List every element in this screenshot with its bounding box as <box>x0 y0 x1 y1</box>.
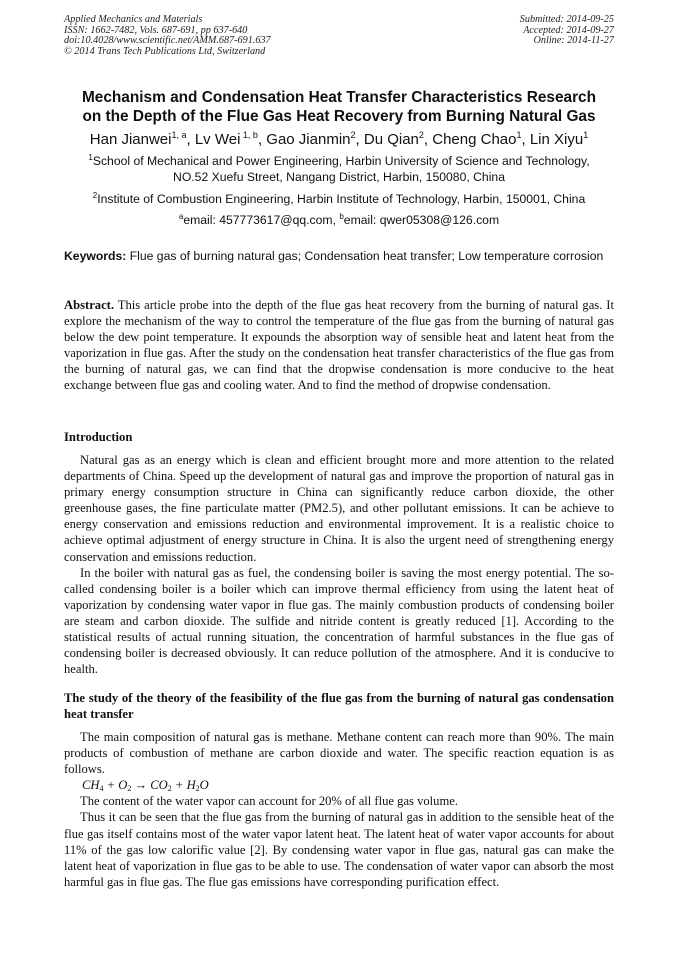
author-separator: , <box>355 131 364 148</box>
journal-header-right <box>520 15 614 47</box>
author-affil-mark: 1 <box>516 130 522 140</box>
email-mark: b <box>339 212 344 221</box>
author-affil-mark: 2 <box>350 130 356 140</box>
author-name: Cheng Chao <box>432 131 517 148</box>
accepted-date: Accepted: 2014-09-27 <box>523 24 614 36</box>
affiliation-1 <box>40 153 638 186</box>
paragraph: In the boiler with natural gas as fuel, the condensing boiler is saving the most energy potential. The so-called condensing boiler is a boiler which can improve thermal efficiency from using the latent heat of vaporization by condensing water vapor in flue gas. The mainly combustion products of condensing boiler are steam and carbon dioxide. The sulfide and nitride content is greatly reduced [1]. According to the statistical results of actual running situation, the concentration of harmful substances in the flue gas of condensing boiler is decreased obviously. It can reduce pollution of the atmosphere. And it is conducive to health. <box>64 565 614 677</box>
journal-header-left <box>64 15 271 57</box>
section-heading-feasibility: The study of the theory of the feasibility of the flue gas from the burning of natural gas condensation heat transfer <box>64 691 614 722</box>
affiliation-mark: 2 <box>92 191 98 200</box>
online-date: Online: 2014-11-27 <box>533 35 614 47</box>
author-affil-mark: 1, a <box>171 130 187 140</box>
submitted-date: Submitted: 2014-09-25 <box>519 14 614 25</box>
paragraph: Thus it can be seen that the flue gas from the burning of natural gas in addition to the sensible heat of the flue gas itself contains most of the water vapor latent heat. The latent heat of water vapor accounts for about 11% of the gas low calorific value [2]. By condensing water vapor in flue gas, natural gas can make the latent heat of vaporization in flue gas to be able to use. The condensation of water vapor can absorb the most harmful gas in flue gas. The flue gas emissions have corresponding purification effect. <box>64 810 614 889</box>
title-line-1: Mechanism and Condensation Heat Transfer Characteristics Research <box>81 89 597 106</box>
author-list <box>40 131 638 149</box>
abstract-text: This article probe into the depth of the flue gas heat recovery from the burning of natural gas. It explore the mechanism of the way to control the temperature of the flue gas from the burning of natural gas below the dew point temperature. It expounds the absorption way of sensible heat and latent heat from the vaporization in flue gas. After the study on the condensation heat transfer characteristics of the flue gas from the burning of natural gas, we can find that the dropwise condensation is more conducive to the heat exchange between flue gas and cooling water. And to find the method of dropwise condensation. <box>64 298 614 393</box>
email-line <box>40 212 638 228</box>
section2-body <box>64 729 614 890</box>
abstract-label: Abstract. <box>64 298 115 312</box>
email-b[interactable]: email: qwer05308@126.com <box>343 213 500 227</box>
eq-subscript: 2 <box>195 784 200 794</box>
affiliation-mark: 1 <box>88 153 93 162</box>
eq-term: CH <box>82 778 100 793</box>
keywords-text: Flue gas of burning natural gas; Condensation heat transfer; Low temperature corrosion <box>126 249 604 263</box>
eq-subscript: 2 <box>127 784 132 794</box>
affiliation-2 <box>40 191 638 207</box>
reaction-equation <box>64 777 614 793</box>
eq-subscript: 4 <box>99 784 104 794</box>
eq-term: + O <box>103 778 128 793</box>
copyright-line: © 2014 Trans Tech Publications Ltd, Switzerland <box>64 45 266 57</box>
section-heading-introduction: Introduction <box>64 430 133 444</box>
email-mark: a <box>178 212 184 221</box>
author-separator: , <box>521 131 530 148</box>
paragraph: Natural gas as an energy which is clean and efficient brought more and more attention to the related departments of China. Speed up the development of natural gas and improve the proportion of natural gas in primary energy consumption structure in China can significantly reduce carbon dioxide, the other greenhouse gases, the fine particulate matter (PM2.5), and other pollutant emissions. It can be achieve to energy conservation and emissions reduction and environmental improvement. It is a realistic choice to achieve optimal adjustment of energy structure in China. It is also the urgent need of strengthening energy conservation and emissions reduction. <box>64 453 614 564</box>
keywords <box>64 249 614 264</box>
email-a[interactable]: email: 457773617@qq.com, <box>183 213 340 227</box>
paragraph: The main composition of natural gas is methane. Methane content can reach more than 90%. The main products of combustion of methane are carbon dioxide and water. The specific reaction equation is as follows. <box>64 730 614 777</box>
eq-term: → CO <box>131 778 168 793</box>
author-affil-mark: 1 <box>583 130 589 140</box>
eq-term: + H <box>171 778 196 793</box>
title-line-2: on the Depth of the Flue Gas Heat Recovery from Burning Natural Gas <box>82 107 596 125</box>
author-separator: , <box>257 131 267 148</box>
doi-line[interactable]: doi:10.4028/www.scientific.net/AMM.687-691.637 <box>64 35 271 47</box>
keywords-label: Keywords: <box>64 249 127 263</box>
abstract <box>64 297 614 394</box>
affiliation-text: School of Mechanical and Power Engineering, Harbin University of Science and Technology, <box>92 154 590 168</box>
paragraph: The content of the water vapor can account for 20% of all flue gas volume. <box>80 794 459 809</box>
eq-term: O <box>199 778 209 793</box>
issn-line: ISSN: 1662-7482, Vols. 687-691, pp 637-640 <box>64 24 248 36</box>
author-separator: , <box>423 131 433 148</box>
affiliation-address: NO.52 Xuefu Street, Nangang District, Harbin, 150080, China <box>173 170 505 185</box>
introduction-body <box>64 452 614 677</box>
author-name: Gao Jianmin <box>266 131 351 148</box>
affiliation-text: Institute of Combustion Engineering, Harbin Institute of Technology, Harbin, 150001, China <box>97 192 586 206</box>
author-name: Du Qian <box>363 131 419 148</box>
author-name: Han Jianwei <box>89 131 172 148</box>
author-name: Lin Xiyu <box>529 131 584 148</box>
author-affil-mark: 2 <box>418 130 424 140</box>
journal-name: Applied Mechanics and Materials <box>64 14 203 25</box>
paper-title <box>40 89 638 126</box>
author-separator: , <box>186 131 195 148</box>
author-affil-mark: 1, b <box>240 130 258 140</box>
eq-subscript: 2 <box>167 784 172 794</box>
author-name: Lv Wei <box>194 131 241 148</box>
